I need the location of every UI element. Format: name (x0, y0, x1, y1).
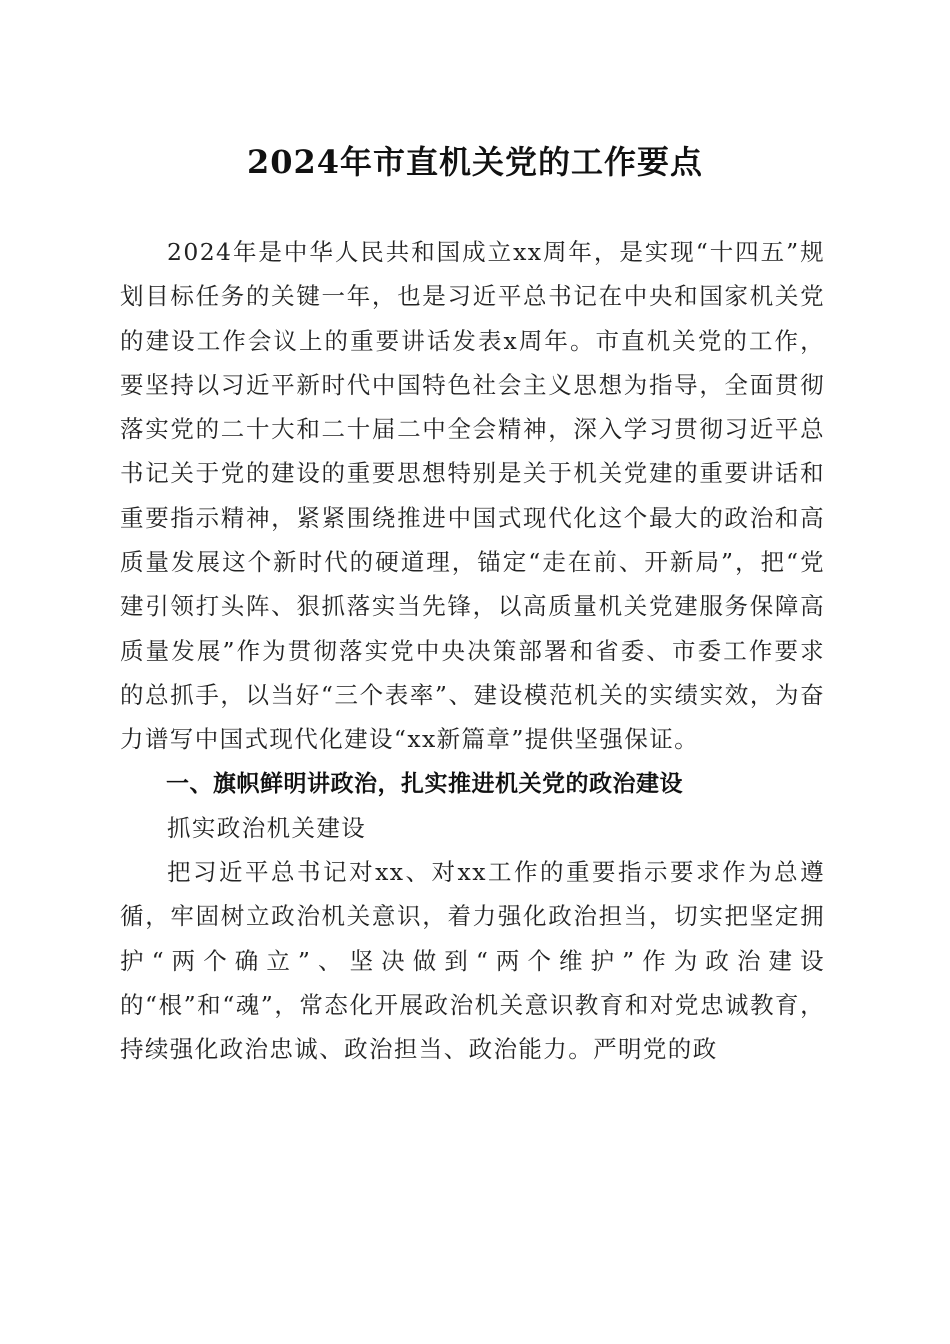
section-paragraph: 把习近平总书记对xx、对xx工作的重要指示要求作为总遵循，牢固树立政治机关意识，着力强化政治担当，切实把坚定拥护“两个确立”、坚决做到“两个维护”作为政治建设的“根”和“魂”，常态化开展政治机关意识教育和对党忠诚教育，持续强化政治忠诚、政治担当、政治能力。严明党的政 (120, 858, 825, 1064)
section-heading: 一、旗帜鲜明讲政治，扎实推进机关党的政治建设 (166, 770, 683, 797)
document-body (120, 230, 825, 1072)
document-title: 2024年市直机关党的工作要点 (246, 143, 704, 181)
intro-paragraph: 2024年是中华人民共和国成立xx周年，是实现“十四五”规划目标任务的关键一年，也是习近平总书记在中央和国家机关党的建设工作会议上的重要讲话发表x周年。市直机关党的工作，要坚持以习近平新时代中国特色社会主义思想为指导，全面贯彻落实党的二十大和二十届二中全会精神，深入学习贯彻习近平总书记关于党的建设的重要思想特别是关于机关党建的重要讲话和重要指示精神，紧紧围绕推进中国式现代化这个最大的政治和高质量发展这个新时代的硬道理，锚定“走在前、开新局”，把“党建引领打头阵、狠抓落实当先锋，以高质量机关党建服务保障高质量发展”作为贯彻落实党中央决策部署和省委、市委工作要求的总抓手，以当好“三个表率”、建设模范机关的实绩实效，为奋力谱写中国式现代化建设“xx新篇章”提供坚强保证。 (120, 238, 825, 754)
section-subheading: 抓实政治机关建设 (167, 813, 367, 842)
